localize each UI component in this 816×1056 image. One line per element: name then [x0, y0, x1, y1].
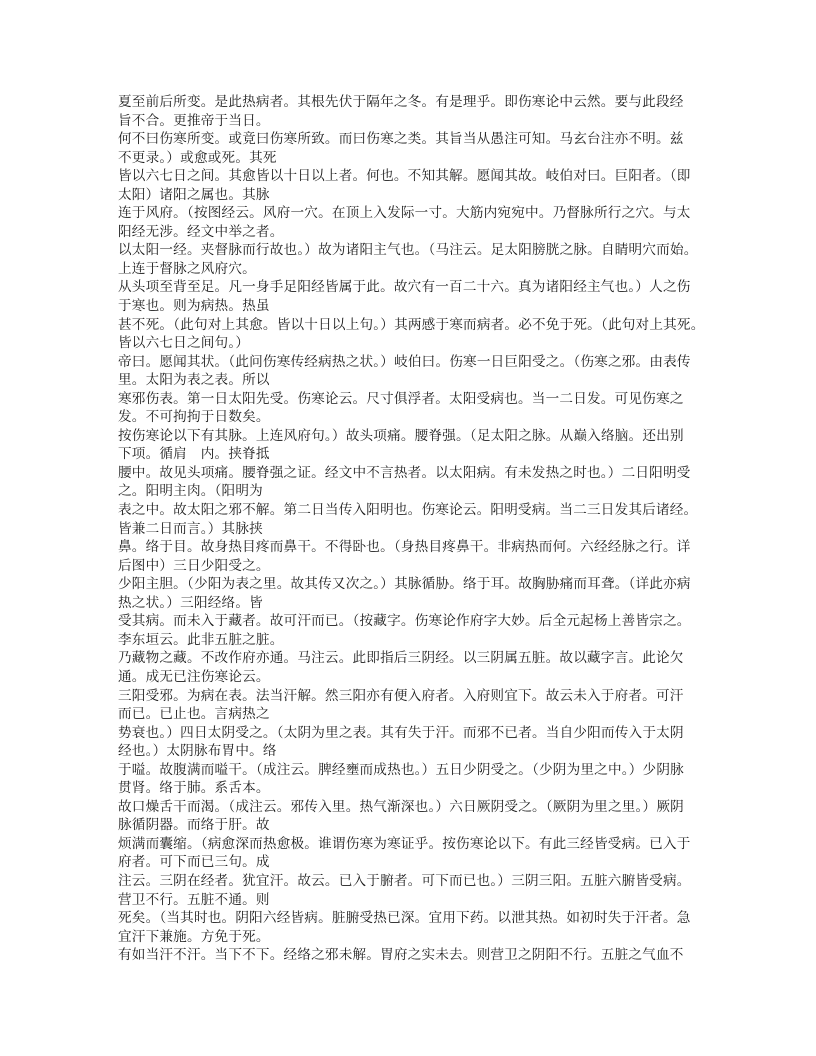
text-line: 里。太阳为表之表。所以 [118, 372, 270, 389]
text-line: 贯肾。络于肺。系舌本。 [118, 780, 270, 797]
text-line: 少阳主胆。（少阳为表之里。故其传又次之。）其脉循胁。络于耳。故胸胁痛而耳聋。（详此亦病 [118, 576, 691, 593]
text-line: 于寒也。则为病热。热虽 [118, 298, 270, 315]
text-line: 故口燥舌干而渴。（成注云。邪传入里。热气渐深也。）六日厥阴受之。（厥阴为里之里。）厥阴 [118, 798, 684, 815]
text-line: 注云。三阴在经者。犹宜汗。故云。已入于腑者。可下而已也。）三阴三阳。五脏六腑皆受病。 [118, 872, 691, 889]
text-line: 势衰也。）四日太阴受之。（太阴为里之表。其有失于汗。而邪不已者。当自少阳而传入于太阴 [118, 724, 684, 741]
text-line: 下项。循肩 内。挟脊抵 [118, 446, 270, 463]
text-line: 有如当汗不汗。当下不下。经络之邪未解。胃府之实未去。则营卫之阴阳不行。五脏之气血不 [118, 947, 684, 964]
text-line: 从头项至背至足。凡一身手足阳经皆属于此。故穴有一百二十六。真为诸阳经主气也。）人之伤 [118, 279, 691, 296]
text-line: 受其病。而未入于藏者。故可汗而已。（按藏字。伤寒论作府字大妙。后全元起杨上善皆宗之。 [118, 613, 691, 630]
text-line: 表之中。故太阳之邪不解。第二日当传入阳明也。伤寒论云。阳明受病。当二三日发其后诸经。 [118, 502, 698, 519]
text-line: 寒邪伤表。第一日太阳先受。伤寒论云。尺寸俱浮者。太阳受病也。当一二日发。可见伤寒之 [118, 390, 684, 407]
text-line: 皆兼二日而言。）其脉挟 [118, 520, 263, 537]
text-line: 夏至前后所变。是此热病者。其根先伏于隔年之冬。有是理乎。即伤寒论中云然。要与此段经 [118, 94, 684, 110]
text-line: 按伤寒论以下有其脉。上连风府句。）故头项痛。腰脊强。（足太阳之脉。从巅入络脑。还出别 [118, 427, 684, 444]
text-line: 鼻。络于目。故身热目疼而鼻干。不得卧也。（身热目疼鼻干。非病热而何。六经经脉之行。详 [118, 539, 691, 556]
text-line: 以太阳一经。夹督脉而行故也。）故为诸阳主气也。（马注云。足太阳膀胱之脉。自睛明穴而始。 [118, 242, 698, 259]
text-line: 李东垣云。此非五脏之脏。 [118, 631, 284, 648]
text-line: 帝曰。愿闻其状。（此问伤寒传经病热之状。）岐伯曰。伤寒一日巨阳受之。（伤寒之邪。由表传 [118, 353, 691, 370]
text-line: 宜汗下兼施。方免于死。 [118, 928, 270, 945]
text-line: 何不曰伤寒所变。或竟曰伤寒所致。而曰伤寒之类。其旨当从愚注可知。马玄台注亦不明。兹 [118, 131, 684, 148]
text-line: 而已。已止也。言病热之 [118, 706, 270, 723]
text-line: 死矣。（当其时也。阴阳六经皆病。脏腑受热已深。宜用下药。以泄其热。如初时失于汗者。急 [118, 910, 691, 927]
text-line: 旨不合。更推帝于当日。 [118, 112, 270, 129]
text-line: 不更录。）或愈或死。其死 [118, 149, 277, 166]
text-line: 之。阳明主肉。（阳明为 [118, 483, 263, 500]
document-page [118, 93, 708, 965]
text-line: 上连于督脉之风府穴。 [118, 260, 256, 277]
text-line: 营卫不行。五脏不通。则 [118, 891, 270, 908]
text-line: 脉循阴器。而络于肝。故 [118, 817, 270, 834]
text-line: 发。不可拘拘于日数矣。 [118, 409, 270, 426]
text-line: 三阳受邪。为病在表。法当汗解。然三阳亦有便入府者。入府则宜下。故云未入于府者。可汗 [118, 687, 684, 704]
text-line: 乃藏物之藏。不改作府亦通。马注云。此即指后三阴经。以三阴属五脏。故以藏字言。此论欠 [118, 650, 684, 667]
text-line: 烦满而囊缩。（病愈深而热愈极。谁谓伤寒为寒证乎。按伤寒论以下。有此三经皆受病。已入于 [118, 835, 691, 852]
text-line: 甚不死。（此句对上其愈。皆以十日以上句。）其两感于寒而病者。必不免于死。（此句对上其死。 [118, 316, 705, 333]
text-line: 府者。可下而已三句。成 [118, 854, 270, 871]
text-line: 太阳）诸阳之属也。其脉 [118, 186, 270, 203]
text-line: 阳经无涉。经文中举之者。 [118, 223, 284, 240]
text-line: 连于风府。（按图经云。风府一穴。在顶上入发际一寸。大筋内宛宛中。乃督脉所行之穴。与太 [118, 205, 691, 222]
text-line: 后图中）三日少阳受之。 [118, 557, 270, 574]
text-line: 皆以六七日之间句。） [118, 335, 250, 352]
text-line: 通。成无已注伤寒论云。 [118, 668, 270, 685]
text-line: 腰中。故见头项痛。腰脊强之证。经文中不言热者。以太阳病。有未发热之时也。）二日阳明受 [118, 464, 691, 481]
text-line: 于嗌。故腹满而嗌干。（成注云。脾经壅而成热也。）五日少阴受之。（少阴为里之中。）少阴脉 [118, 761, 684, 778]
text-line: 经也。）太阴脉布胃中。络 [118, 743, 277, 760]
text-line: 皆以六七日之间。其愈皆以十日以上者。何也。不知其解。愿闻其故。岐伯对曰。巨阳者。（即 [118, 168, 691, 185]
text-line: 热之状。）三阳经络。皆 [118, 594, 263, 611]
